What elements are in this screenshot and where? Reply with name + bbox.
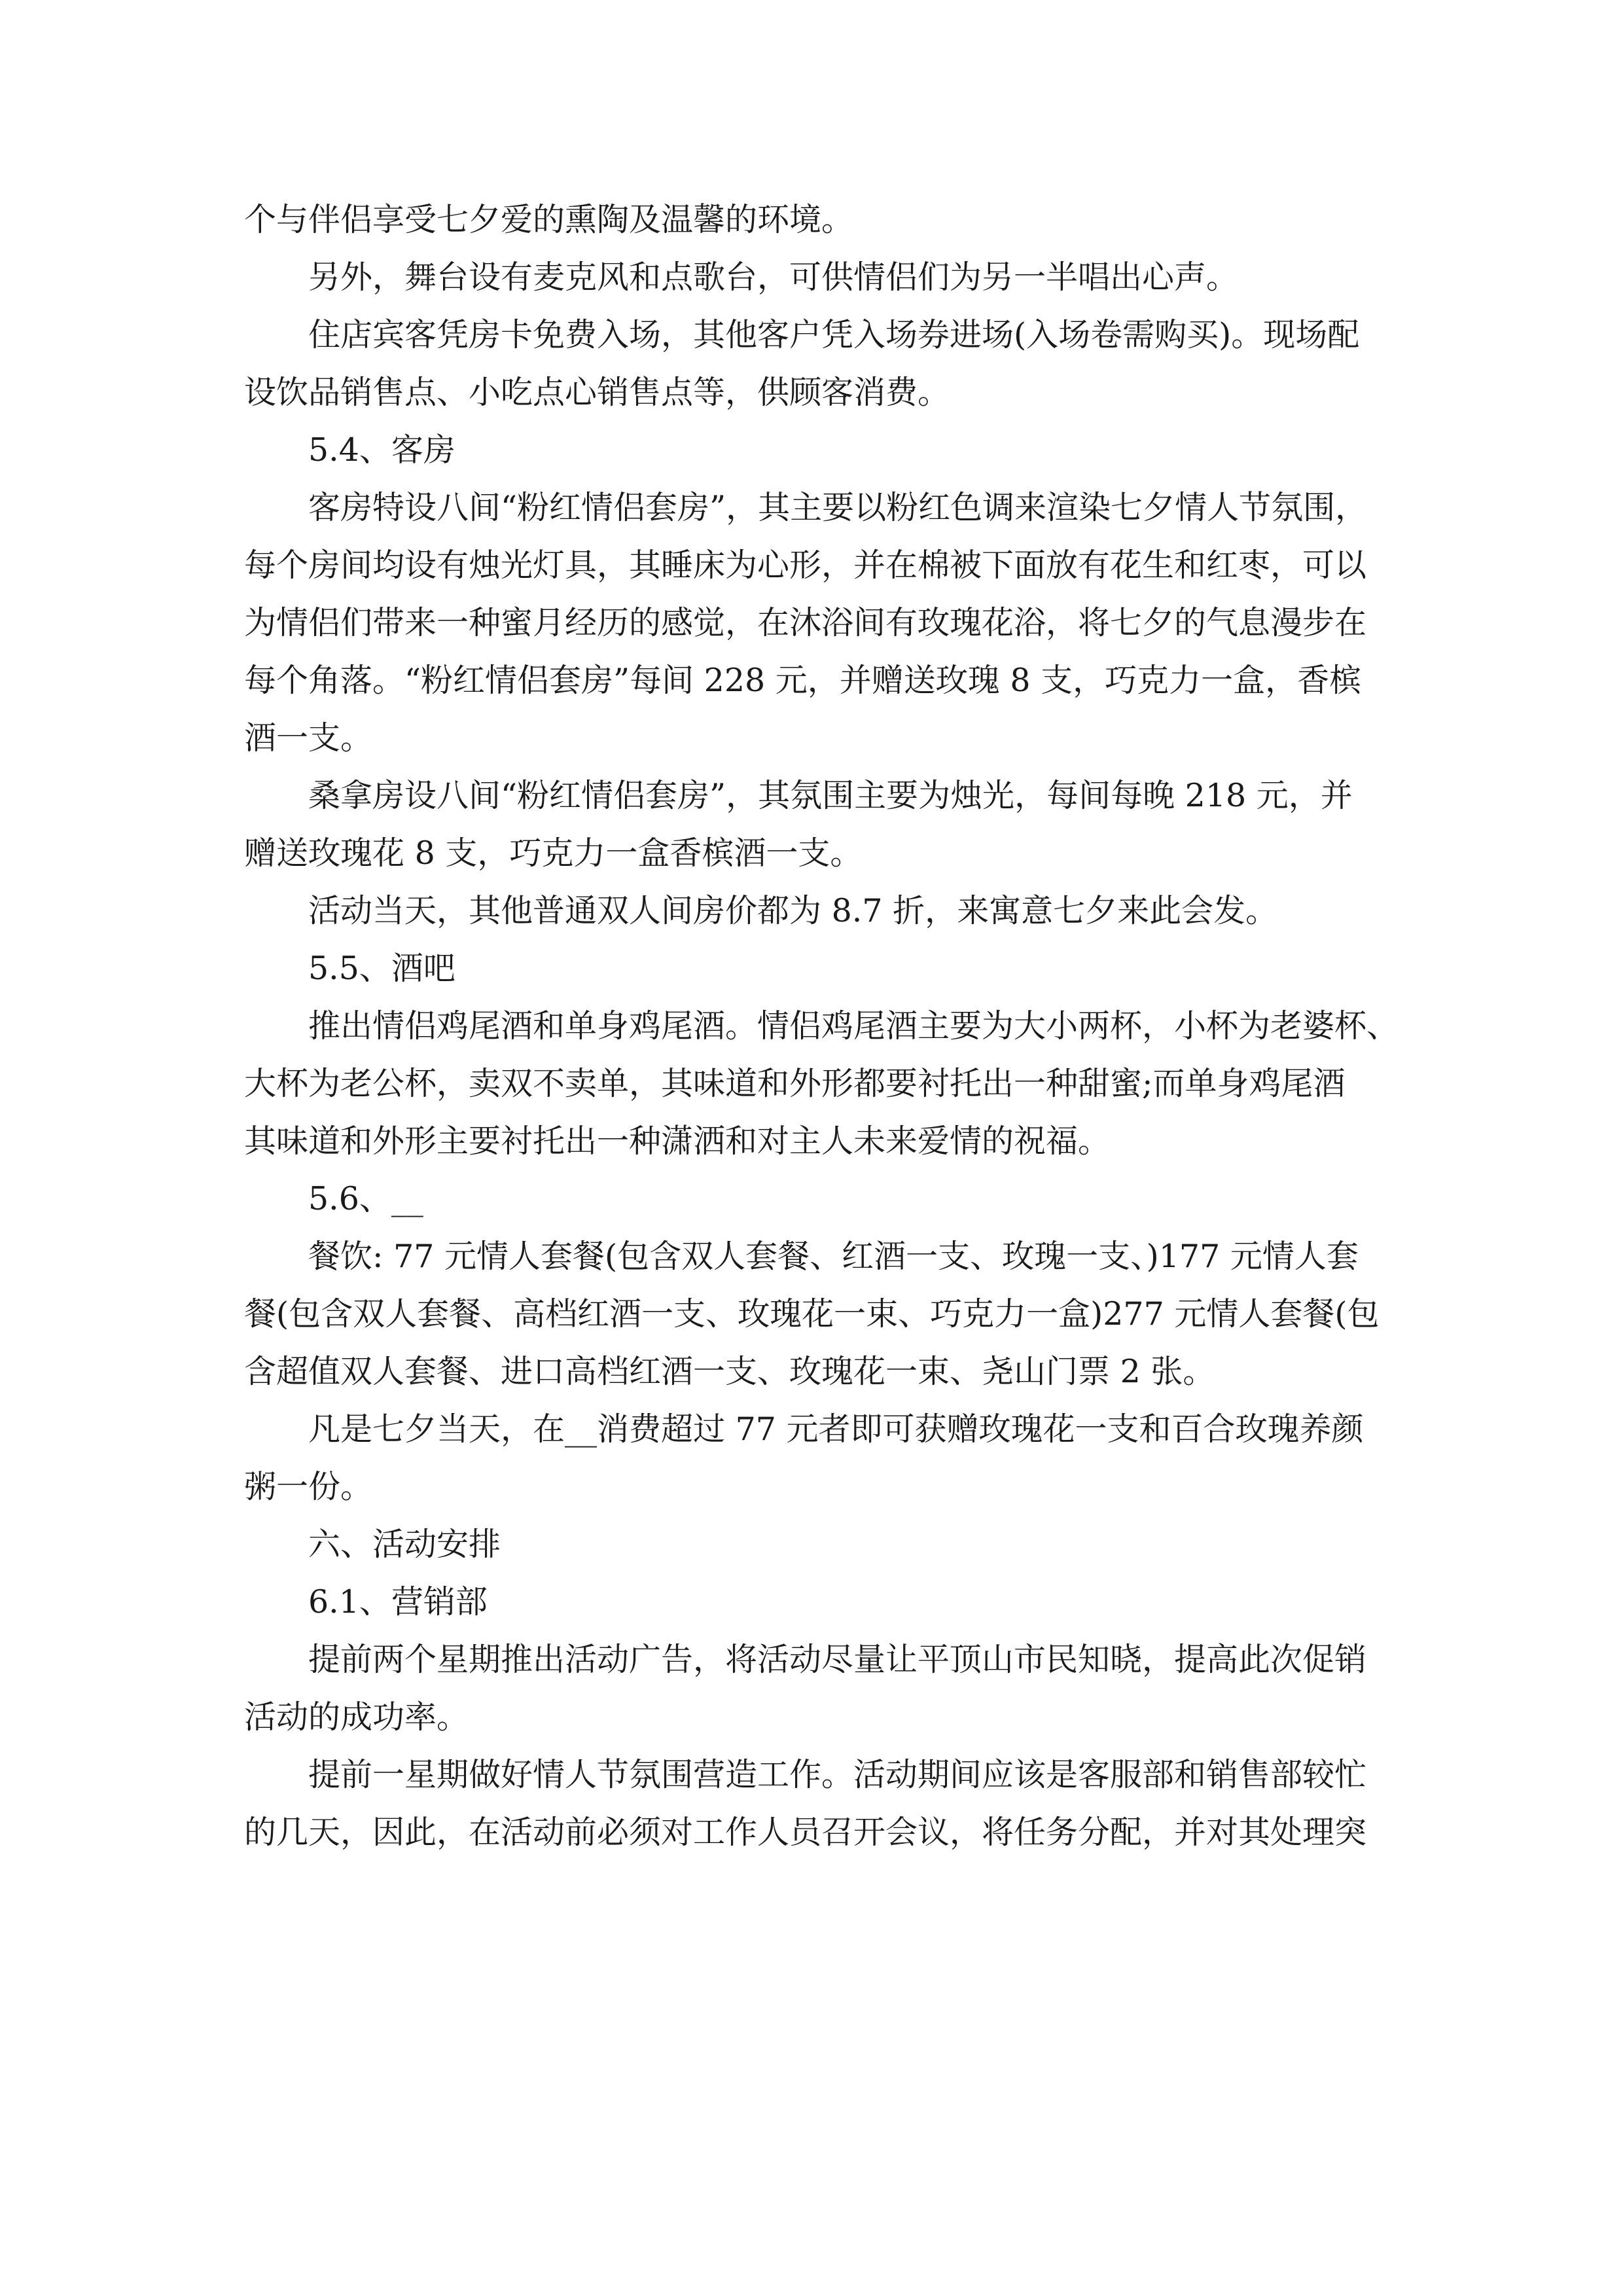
text-line: 另外，舞台设有麦克风和点歌台，可供情侣们为另一半唱出心声。: [244, 259, 1239, 296]
text-line: 大杯为老公杯，卖双不卖单，其味道和外形都要衬托出一种甜蜜;而单身鸡尾酒: [244, 1065, 1346, 1102]
text-line: 每个房间均设有烛光灯具，其睡床为心形，并在棉被下面放有花生和红枣，可以: [244, 547, 1367, 584]
text-line: 餐饮: 77 元情人套餐(包含双人套餐、红酒一支、玫瑰一支、)177 元情人套: [244, 1238, 1359, 1275]
section-heading: 六、活动安排: [244, 1526, 501, 1563]
text-line: 推出情侣鸡尾酒和单身鸡尾酒。情侣鸡尾酒主要为大小两杯，小杯为老婆杯、: [244, 1007, 1399, 1045]
section-heading: 5.5、酒吧: [244, 950, 455, 987]
text-line: 活动的成功率。: [244, 1698, 469, 1736]
text-line: 提前一星期做好情人节氛围营造工作。活动期间应该是客服部和销售部较忙: [244, 1756, 1367, 1793]
section-heading: 5.6、__: [244, 1180, 423, 1217]
text-line: 餐(包含双人套餐、高档红酒一支、玫瑰花一束、巧克力一盒)277 元情人套餐(包: [244, 1295, 1380, 1333]
text-line: 含超值双人套餐、进口高档红酒一支、玫瑰花一束、尧山门票 2 张。: [244, 1353, 1215, 1390]
text-line: 凡是七夕当天，在__消费超过 77 元者即可获赠玫瑰花一支和百合玫瑰养颜: [244, 1410, 1364, 1448]
text-line: 个与伴侣享受七夕爱的熏陶及温馨的环境。: [244, 201, 854, 238]
text-line: 设饮品销售点、小吃点心销售点等，供顾客消费。: [244, 374, 950, 411]
text-line: 提前两个星期推出活动广告，将活动尽量让平顶山市民知晓，提高此次促销: [244, 1641, 1367, 1678]
text-line: 赠送玫瑰花 8 支，巧克力一盒香槟酒一支。: [244, 834, 863, 872]
document-body: [244, 191, 1399, 1861]
text-line: 桑拿房设八间“粉红情侣套房”，其氛围主要为烛光，每间每晚 218 元，并: [244, 777, 1353, 814]
text-line: 酒一支。: [244, 719, 373, 757]
text-line: 其味道和外形主要衬托出一种潇洒和对主人未来爱情的祝福。: [244, 1122, 1111, 1160]
section-heading: 6.1、营销部: [244, 1583, 488, 1621]
text-line: 客房特设八间“粉红情侣套房”，其主要以粉红色调来渲染七夕情人节氛围，: [244, 489, 1368, 526]
text-line: 的几天，因此，在活动前必须对工作人员召开会议，将任务分配，并对其处理突: [244, 1814, 1367, 1851]
text-line: 活动当天，其他普通双人间房价都为 8.7 折，来寓意七夕来此会发。: [244, 892, 1278, 929]
section-heading: 5.4、客房: [244, 431, 455, 469]
text-line: 住店宾客凭房卡免费入场，其他客户凭入场券进场(入场卷需购买)。现场配: [244, 316, 1360, 353]
text-line: 粥一份。: [244, 1468, 373, 1505]
text-line: 每个角落。“粉红情侣套房”每间 228 元，并赠送玫瑰 8 支，巧克力一盒，香槟: [244, 662, 1362, 699]
text-line: 为情侣们带来一种蜜月经历的感觉，在沐浴间有玫瑰花浴，将七夕的气息漫步在: [244, 604, 1367, 641]
